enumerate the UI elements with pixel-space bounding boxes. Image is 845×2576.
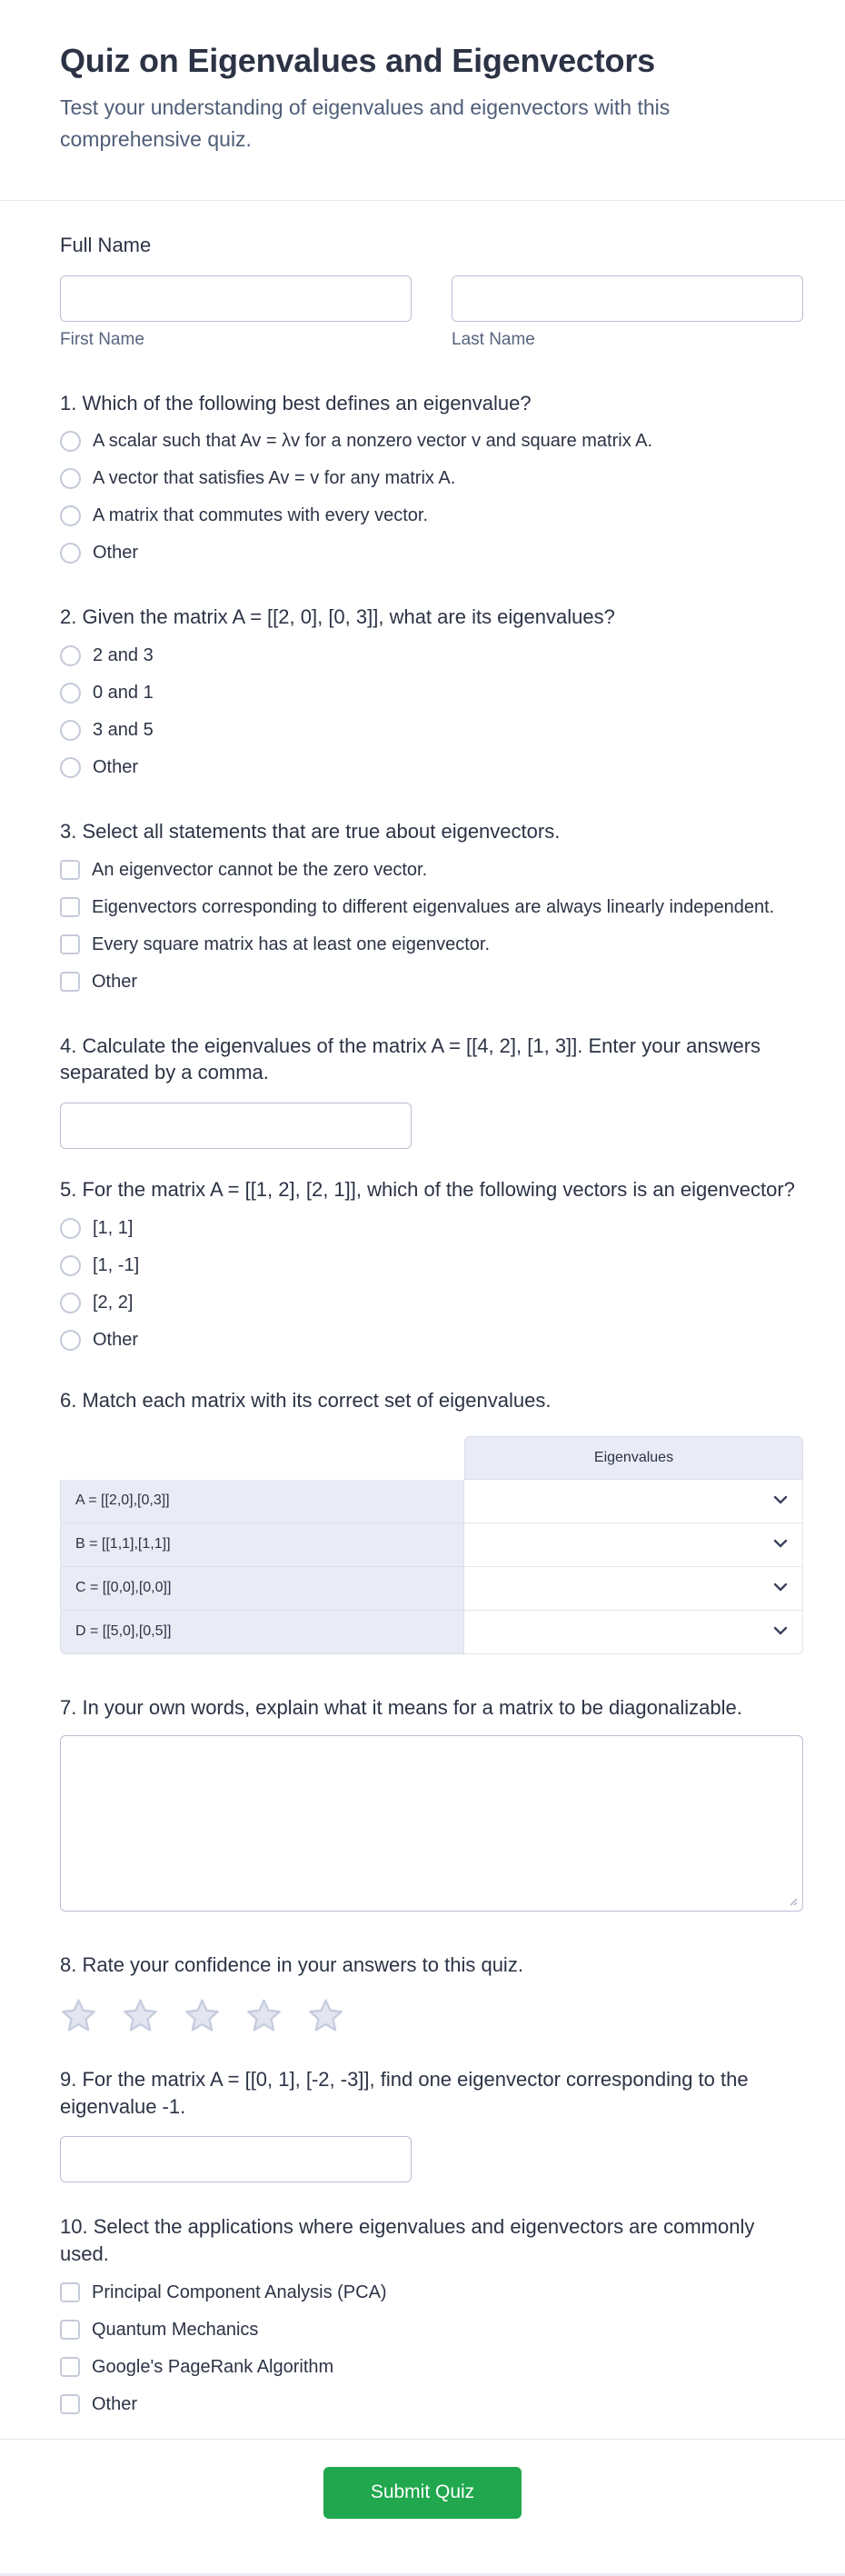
question-1-label: 1. Which of the following best defines an eigenvalue? — [60, 391, 532, 414]
q5-option-other-label: Other — [93, 1329, 139, 1350]
chevron-down-icon — [773, 1583, 788, 1593]
submit-quiz-button[interactable]: Submit Quiz — [323, 2467, 522, 2519]
q10-option-other[interactable] — [60, 2394, 803, 2415]
matrix-row-b-label: B = [[1,1],[1,1]] — [60, 1523, 464, 1567]
q1-option-3-label: A matrix that commutes with every vector. — [93, 505, 429, 526]
question-5 — [60, 1176, 803, 1351]
matrix-row-d-label: D = [[5,0],[0,5]] — [60, 1611, 464, 1654]
last-name-sublabel: Last Name — [452, 329, 535, 349]
question-2 — [60, 604, 803, 778]
radio-button-icon[interactable] — [60, 1293, 81, 1313]
radio-button-icon[interactable] — [60, 543, 81, 564]
question-1 — [60, 390, 803, 564]
question-6 — [60, 1387, 803, 1654]
q5-option-1[interactable] — [60, 1218, 803, 1239]
star-icon[interactable] — [245, 1997, 283, 2033]
q1-option-2-label: A vector that satisfies Av = v for any matrix A. — [93, 468, 456, 489]
matrix-row-c — [60, 1567, 803, 1611]
q3-option-3[interactable] — [60, 934, 803, 955]
form-body — [0, 201, 845, 2573]
matrix-table — [60, 1436, 803, 1654]
q10-option-2[interactable] — [60, 2320, 803, 2341]
q2-option-3[interactable] — [60, 720, 803, 741]
star-rating — [60, 1997, 803, 2033]
question-8 — [60, 1952, 803, 2033]
radio-button-icon[interactable] — [60, 757, 81, 778]
matrix-row-a-label: A = [[2,0],[0,3]] — [60, 1480, 464, 1523]
question-8-label: 8. Rate your confidence in your answers to this quiz. — [60, 1953, 523, 1977]
q1-option-1[interactable] — [60, 431, 803, 452]
radio-button-icon[interactable] — [60, 505, 81, 526]
q5-option-3-label: [2, 2] — [93, 1292, 134, 1313]
question-4 — [60, 1033, 803, 1149]
matrix-row-d — [60, 1611, 803, 1654]
q10-option-2-label: Quantum Mechanics — [92, 2319, 259, 2340]
q10-option-3-label: Google's PageRank Algorithm — [92, 2356, 334, 2377]
matrix-column-header: Eigenvalues — [464, 1436, 803, 1480]
q5-option-other[interactable] — [60, 1330, 803, 1351]
question-5-label: 5. For the matrix A = [[1, 2], [2, 1]], which of the following vectors is an eigenvector? — [60, 1178, 795, 1202]
radio-button-icon[interactable] — [60, 1218, 81, 1239]
first-name-input[interactable] — [60, 275, 412, 322]
q6-row-d-select[interactable] — [464, 1611, 803, 1654]
q10-option-3[interactable] — [60, 2357, 803, 2378]
q2-option-3-label: 3 and 5 — [93, 720, 154, 741]
checkbox-icon[interactable] — [60, 972, 80, 992]
chevron-down-icon — [773, 1495, 788, 1505]
question-2-label: 2. Given the matrix A = [[2, 0], [0, 3]], what are its eigenvalues? — [60, 605, 615, 629]
q10-option-1-label: Principal Component Analysis (PCA) — [92, 2281, 387, 2302]
q2-option-other[interactable] — [60, 757, 803, 778]
q6-row-c-select[interactable] — [464, 1567, 803, 1611]
q7-answer-textarea[interactable] — [60, 1735, 803, 1912]
q5-option-2-label: [1, -1] — [93, 1254, 140, 1275]
matrix-row-a — [60, 1480, 803, 1523]
question-7-label: 7. In your own words, explain what it means for a matrix to be diagonalizable. — [60, 1695, 742, 1719]
full-name-field — [60, 232, 803, 350]
q3-option-1-label: An eigenvector cannot be the zero vector. — [92, 859, 428, 880]
q3-option-other-label: Other — [92, 971, 138, 992]
q3-option-other[interactable] — [60, 972, 803, 993]
question-10-label: 10. Select the applications where eigenvalues and eigenvectors are commonly used. — [60, 2215, 755, 2265]
q2-option-1-label: 2 and 3 — [93, 645, 154, 666]
question-4-label: 4. Calculate the eigenvalues of the matrix A = [[4, 2], [1, 3]]. Enter your answers separated by a comma. — [60, 1033, 761, 1084]
q4-answer-input[interactable] — [60, 1103, 412, 1149]
question-3 — [60, 818, 803, 993]
form-header — [0, 0, 845, 201]
q1-option-other-label: Other — [93, 543, 139, 564]
checkbox-icon[interactable] — [60, 897, 80, 917]
q5-option-2[interactable] — [60, 1255, 803, 1276]
radio-button-icon[interactable] — [60, 645, 81, 666]
form-subtitle: Test your understanding of eigenvalues and eigenvectors with this comprehensive quiz. — [60, 95, 671, 151]
q1-option-2[interactable] — [60, 468, 803, 489]
q10-option-other-label: Other — [92, 2393, 138, 2414]
chevron-down-icon — [773, 1539, 788, 1549]
question-3-label: 3. Select all statements that are true about eigenvectors. — [60, 820, 561, 844]
checkbox-icon[interactable] — [60, 2357, 80, 2377]
last-name-input[interactable] — [452, 275, 803, 322]
star-icon[interactable] — [60, 1997, 97, 2033]
matrix-row-b — [60, 1523, 803, 1567]
radio-button-icon[interactable] — [60, 1255, 81, 1276]
first-name-sublabel: First Name — [60, 329, 144, 349]
q9-answer-input[interactable] — [60, 2136, 412, 2182]
q3-option-2-label: Eigenvectors corresponding to different eigenvalues are always linearly independent. — [92, 896, 775, 917]
chevron-down-icon — [773, 1626, 788, 1636]
q6-row-b-select[interactable] — [464, 1523, 803, 1567]
matrix-row-c-label: C = [[0,0],[0,0]] — [60, 1567, 464, 1611]
checkbox-icon[interactable] — [60, 2394, 80, 2414]
star-icon[interactable] — [122, 1997, 159, 2033]
full-name-label: Full Name — [60, 234, 152, 256]
radio-button-icon[interactable] — [60, 431, 81, 452]
q10-option-1[interactable] — [60, 2282, 803, 2303]
radio-button-icon[interactable] — [60, 683, 81, 704]
q5-option-3[interactable] — [60, 1293, 803, 1313]
form-footer — [0, 2439, 845, 2573]
q2-option-1[interactable] — [60, 645, 803, 666]
q1-option-1-label: A scalar such that Av = λv for a nonzero vector v and square matrix A. — [93, 431, 653, 452]
question-9 — [60, 2066, 803, 2182]
question-6-label: 6. Match each matrix with its correct set of eigenvalues. — [60, 1388, 552, 1412]
q1-option-other[interactable] — [60, 543, 803, 564]
radio-button-icon[interactable] — [60, 720, 81, 741]
question-9-label: 9. For the matrix A = [[0, 1], [-2, -3]], find one eigenvector corresponding to the eigenvalue -1. — [60, 2067, 749, 2118]
checkbox-icon[interactable] — [60, 2282, 80, 2302]
radio-button-icon[interactable] — [60, 1330, 81, 1351]
star-icon[interactable] — [184, 1997, 221, 2033]
q2-option-2[interactable] — [60, 683, 803, 704]
q3-option-1[interactable] — [60, 860, 803, 881]
resize-handle-icon[interactable] — [787, 1895, 798, 1906]
checkbox-icon[interactable] — [60, 934, 80, 954]
question-10 — [60, 2213, 803, 2414]
q2-option-2-label: 0 and 1 — [93, 683, 154, 704]
question-7 — [60, 1694, 803, 1912]
radio-button-icon[interactable] — [60, 468, 81, 489]
q1-option-3[interactable] — [60, 505, 803, 526]
star-icon[interactable] — [307, 1997, 344, 2033]
q2-option-other-label: Other — [93, 757, 139, 778]
form-title: Quiz on Eigenvalues and Eigenvectors — [60, 42, 655, 79]
q5-option-1-label: [1, 1] — [93, 1217, 134, 1238]
checkbox-icon[interactable] — [60, 2320, 80, 2340]
q6-row-a-select[interactable] — [464, 1480, 803, 1523]
checkbox-icon[interactable] — [60, 860, 80, 880]
q3-option-2[interactable] — [60, 897, 803, 918]
q3-option-3-label: Every square matrix has at least one eigenvector. — [92, 934, 491, 954]
